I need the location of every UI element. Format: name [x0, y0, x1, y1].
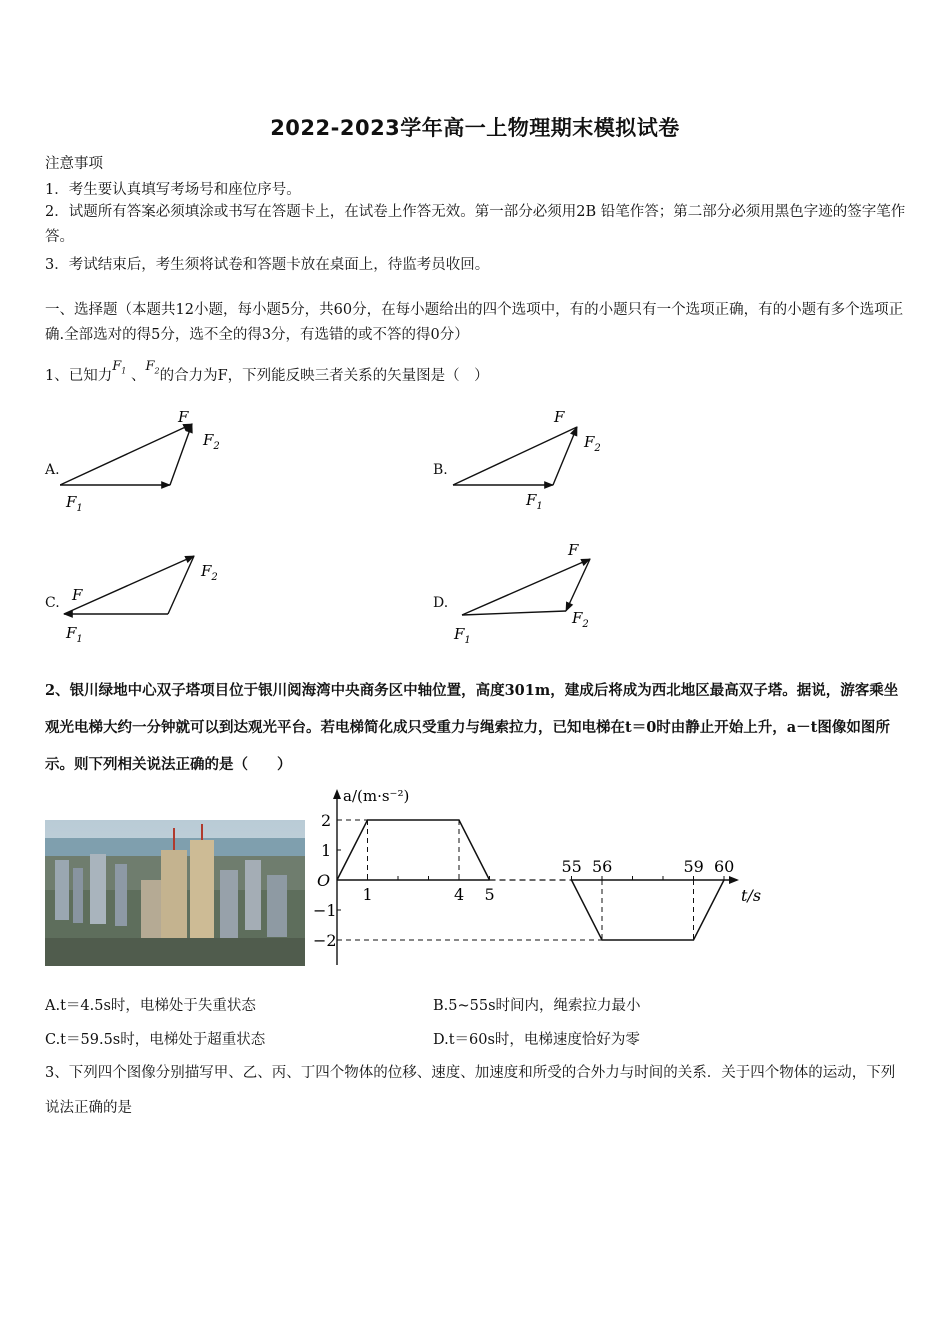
label-f1: $F_1$ — [66, 624, 83, 645]
q2-option-d[interactable]: D.t＝60s时，电梯速度恰好为零 — [433, 1032, 640, 1048]
q1-option-d-label[interactable]: D. — [433, 595, 449, 611]
q1-stem-prefix: 1、已知力 — [45, 368, 113, 384]
label-f2: $F_2$ — [584, 433, 601, 454]
vector-f1 — [462, 559, 590, 615]
q1-option-a-diagram — [60, 405, 230, 520]
vector-f2 — [168, 556, 194, 614]
notice-item-2: 2．试题所有答案必须填涂或书写在答题卡上，在试卷上作答无效。第一部分必须用2B 铅笔作答；第二部分必须用黑色字迹的签字笔作答。 — [45, 204, 906, 245]
q1-stem-suffix: 的合力为F，下列能反映三者关系的矢量图是（ ） — [159, 368, 489, 384]
x-axis-label: t/s — [741, 886, 762, 905]
x-tick-label: 56 — [592, 857, 613, 876]
y-tick-label: −2 — [313, 931, 337, 950]
label-f1: $F_1$ — [526, 491, 543, 512]
label-f: F — [554, 408, 565, 426]
series-line-end — [572, 880, 725, 940]
x-tick-label: 1 — [362, 885, 373, 904]
x-tick-label: 60 — [714, 857, 735, 876]
x-tick-label: 59 — [683, 857, 704, 876]
origin-label: O — [317, 871, 331, 890]
label-f: F — [568, 541, 579, 559]
label-f2: $F_2$ — [201, 562, 218, 583]
q2-at-chart — [305, 785, 775, 970]
label-f: F — [178, 408, 189, 426]
y-tick-label: −1 — [313, 901, 337, 920]
label-f1: $F_1$ — [454, 625, 471, 646]
label-f2: $F_2$ — [203, 431, 220, 452]
q2-option-a[interactable]: A.t＝4.5s时，电梯处于失重状态 — [45, 998, 256, 1014]
vector-f2 — [566, 559, 590, 611]
vector-f2 — [553, 427, 577, 485]
notice-item-3: 3．考试结束后，考生须将试卷和答题卡放在桌面上，待监考员收回。 — [45, 257, 490, 273]
x-tick-label: 5 — [484, 885, 495, 904]
y-axis-label: a/(m·s⁻²) — [343, 787, 410, 805]
notice-item-1: 1．考生要认真填写考场号和座位序号。 — [45, 182, 301, 198]
q1-option-b-diagram — [450, 405, 620, 520]
vector-f — [453, 427, 577, 485]
q3-stem: 3、下列四个图像分别描写甲、乙、丙、丁四个物体的位移、速度、加速度和所受的合外力与时间的关系．关于四个物体的运动，下列说法正确的是 — [45, 1065, 896, 1116]
q1-sep: 、 — [130, 368, 146, 384]
vector-f — [462, 611, 566, 615]
q1-option-c-diagram — [60, 548, 230, 653]
vector-f — [60, 424, 192, 485]
q1-f2: $F_2$ — [145, 359, 160, 376]
x-tick-label: 4 — [454, 885, 465, 904]
q2-stem: 2、银川绿地中心双子塔项目位于银川阅海湾中央商务区中轴位置，高度301m，建成后将成为西北地区最高双子塔。据说，游客乘坐观光电梯大约一分钟就可以到达观光平台。若电梯简化成只受重力与绳索拉力，已知电梯在t＝0时由静止开始上升，a－t图像如图所示。则下列相关说法正确的是（ ） — [45, 682, 899, 773]
notice-heading: 注意事项 — [45, 156, 103, 172]
y-axis-arrow — [333, 789, 341, 799]
section-header: 一、选择题（本题共12小题，每小题5分，共60分，在每小题给出的四个选项中，有的小题只有一个选项正确，有的小题有多个选项正确.全部选对的得5分，选不全的得3分，有选错的或不答的得0分） — [45, 302, 904, 343]
x-tick-label: 55 — [561, 857, 582, 876]
x-axis-arrow — [729, 876, 739, 884]
vector-f1 — [64, 556, 194, 614]
label-f2: $F_2$ — [572, 609, 589, 630]
y-tick-label: 2 — [321, 811, 332, 830]
series-line-start — [337, 820, 490, 880]
q2-option-b[interactable]: B.5~55s时间内，绳索拉力最小 — [433, 998, 641, 1014]
y-tick-label: 1 — [321, 841, 332, 860]
label-f: F — [72, 586, 83, 604]
q1-option-d-diagram — [450, 535, 620, 653]
q1-option-a-label[interactable]: A. — [45, 462, 60, 478]
q1-stem — [45, 359, 489, 386]
q1-option-c-label[interactable]: C. — [45, 595, 60, 611]
q1-option-b-label[interactable]: B. — [433, 462, 448, 478]
q2-option-c[interactable]: C.t＝59.5s时，电梯处于超重状态 — [45, 1032, 266, 1048]
twin-tower-photo — [45, 820, 305, 966]
page-title: 2022-2023学年高一上物理期末模拟试卷 — [270, 116, 680, 140]
q1-f1: $F_1$ — [112, 359, 127, 376]
label-f1: $F_1$ — [66, 493, 83, 514]
